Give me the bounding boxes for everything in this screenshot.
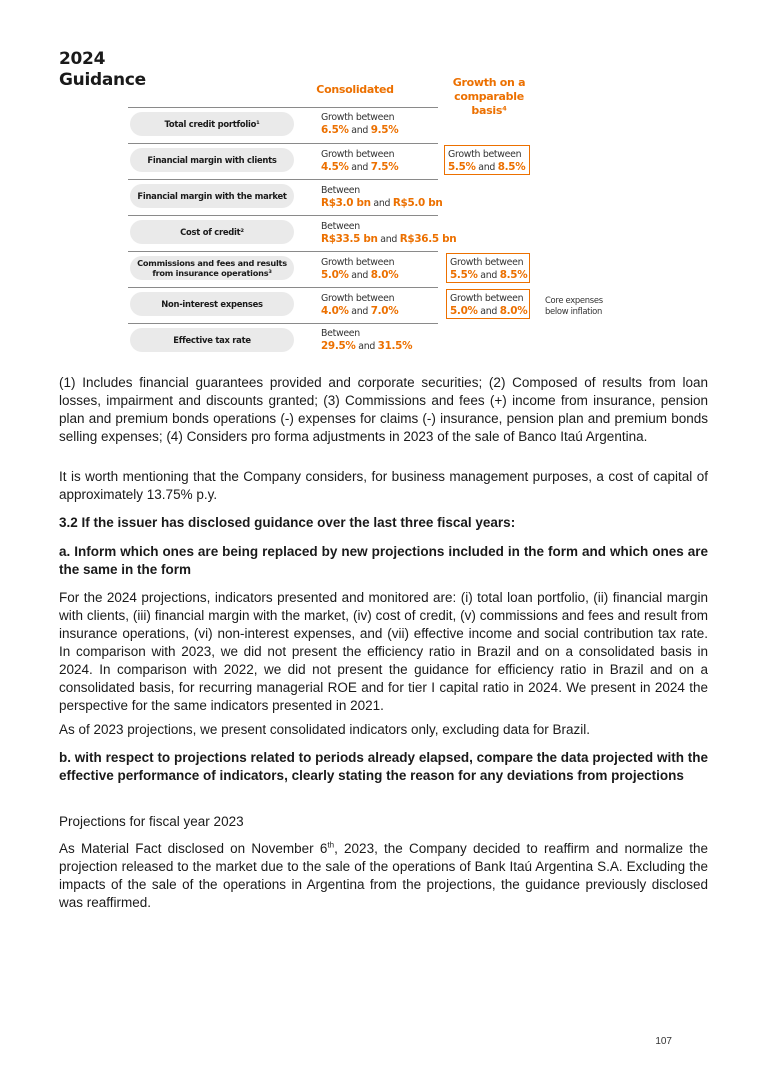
- value-and: and: [477, 306, 500, 317]
- material-text-end: , 2023, the Company decided to reaffirm and normalize the projection released to the market due to the sale of the operations of Bank Itaú Argentina S.A. Excluding the impacts of the sale of the operations in Argentina from the projections, the guidance previously disclosed was reaffirmed.: [59, 841, 708, 910]
- column-header-consolidated: Consolidated: [316, 83, 394, 96]
- row-label-pill: Total credit portfolio¹: [130, 112, 294, 136]
- note-line1: Core expenses: [545, 295, 603, 305]
- cost-of-capital-paragraph: It is worth mentioning that the Company considers, for business management purposes, a cost of capital of approximately 13.75% p.y.: [59, 469, 708, 502]
- value-high: 7.0%: [370, 305, 399, 317]
- value-high: 7.5%: [370, 161, 399, 173]
- value-high: 8.0%: [499, 305, 528, 317]
- row-divider: [128, 323, 438, 324]
- projections-2023-note: As of 2023 projections, we present consolidated indicators only, excluding data for Brazil.: [59, 722, 591, 737]
- value-and: and: [377, 234, 400, 245]
- value-low: 5.0%: [321, 269, 349, 281]
- consolidated-value-commissions: [321, 256, 398, 282]
- comparable-box-non-interest: [446, 289, 530, 319]
- comparable-box-margin-clients: [444, 145, 530, 175]
- page-number: 107: [655, 1036, 672, 1047]
- footnotes-paragraph: (1) Includes financial guarantees provided and corporate securities; (2) Composed of results from loan losses, impairment and discounts granted; (3) Commissions and fees (+) income from insurance, pension plan and premium bonds operations (-) expenses for claims (-) insurance, pension plan and premium bonds selling expenses; (4) Considers pro forma adjustments in 2023 of the sale of Banco Itaú Argentina.: [59, 375, 708, 444]
- row-divider: [128, 107, 438, 108]
- row-label-pill: [130, 256, 294, 280]
- core-expenses-note: [545, 295, 603, 317]
- value-and: and: [475, 162, 498, 173]
- row-label-pill: Financial margin with clients: [130, 148, 294, 172]
- comparable-value-commissions: [450, 256, 526, 282]
- subheading-a: a. Inform which ones are being replaced by new projections included in the form and which ones are the same in the form: [59, 544, 708, 577]
- value-high: 9.5%: [370, 124, 399, 136]
- value-and: and: [348, 125, 371, 136]
- consolidated-value-tax-rate: [321, 327, 412, 353]
- row-label-pill: Effective tax rate: [130, 328, 294, 352]
- comparable-value-margin-clients: [448, 148, 526, 174]
- note-line2: below inflation: [545, 306, 603, 316]
- comparable-value-non-interest: [450, 292, 526, 318]
- value-high: 8.0%: [370, 269, 399, 281]
- value-low: R$3.0 bn: [321, 197, 371, 209]
- value-high: 31.5%: [377, 340, 413, 352]
- row-divider: [128, 143, 438, 144]
- column-header-comparable-line2: comparable basis⁴: [454, 90, 524, 117]
- projections-fiscal-2023-label: Projections for fiscal year 2023: [59, 814, 244, 829]
- consolidated-value-cost-credit: [321, 220, 456, 246]
- value-low: 6.5%: [321, 124, 349, 136]
- value-prefix: Growth between: [448, 149, 522, 160]
- value-prefix: Growth between: [450, 257, 524, 268]
- value-low: 4.0%: [321, 305, 349, 317]
- value-prefix: Growth between: [321, 149, 395, 160]
- value-high: R$36.5 bn: [399, 233, 457, 245]
- row-divider: [128, 179, 438, 180]
- comparable-box-commissions: [446, 253, 530, 283]
- consolidated-value-margin-market: [321, 184, 443, 210]
- row-label-line2: from insurance operations³: [152, 268, 272, 278]
- value-prefix: Between: [321, 328, 360, 339]
- value-low: 29.5%: [321, 340, 356, 352]
- value-high: 8.5%: [497, 161, 526, 173]
- value-and: and: [348, 306, 371, 317]
- consolidated-value-margin-clients: [321, 148, 398, 174]
- subheading-b: b. with respect to projections related to periods already elapsed, compare the data projected with the effective performance of indicators, clearly stating the reason for any deviations from projections: [59, 750, 708, 783]
- guidance-title-year: 2024: [59, 49, 106, 69]
- consolidated-value-total-credit: [321, 111, 398, 137]
- column-header-comparable: [436, 76, 542, 118]
- row-divider: [128, 251, 438, 252]
- value-and: and: [477, 270, 500, 281]
- row-label-line1: Commissions and fees and results: [137, 258, 287, 268]
- row-divider: [128, 287, 438, 288]
- value-prefix: Growth between: [321, 293, 395, 304]
- value-prefix: Growth between: [450, 293, 524, 304]
- material-text-superscript: th: [327, 840, 335, 850]
- value-and: and: [355, 341, 378, 352]
- value-prefix: Between: [321, 185, 360, 196]
- material-text-start: As Material Fact disclosed on November 6: [59, 841, 328, 856]
- consolidated-value-non-interest: [321, 292, 398, 318]
- row-divider: [128, 215, 438, 216]
- value-low: 5.5%: [448, 161, 476, 173]
- value-prefix: Growth between: [321, 112, 395, 123]
- value-high: R$5.0 bn: [392, 197, 443, 209]
- material-fact-paragraph: [59, 840, 708, 912]
- value-high: 8.5%: [499, 269, 528, 281]
- column-header-comparable-line1: Growth on a: [452, 76, 526, 89]
- value-low: 5.5%: [450, 269, 478, 281]
- value-and: and: [370, 198, 393, 209]
- projections-2024-paragraph: For the 2024 projections, indicators presented and monitored are: (i) total loan portfolio, (ii) financial margin with clients, (iii) financial margin with the market, (iv) cost of credit, (v) commissions and fees and result from insurance operations, (vi) non-interest expenses, and (vii) effective income and social contribution tax rate. In comparison with 2023, we did not present the efficiency ratio in Brazil and on a consolidated basis in 2024. In comparison with 2022, we did not present the guidance for efficiency ratio in Brazil and on a consolidated basis, for recurring managerial ROE and for tier I capital ratio in 2024. We present in 2024 the perspective for the same indicators presented in 2021.: [59, 590, 708, 713]
- value-prefix: Between: [321, 221, 360, 232]
- guidance-title-word: Guidance: [59, 70, 146, 90]
- value-low: R$33.5 bn: [321, 233, 378, 245]
- guidance-title: [59, 49, 146, 91]
- value-and: and: [348, 270, 371, 281]
- value-low: 5.0%: [450, 305, 478, 317]
- value-prefix: Growth between: [321, 257, 395, 268]
- value-low: 4.5%: [321, 161, 349, 173]
- row-label-pill: Cost of credit²: [130, 220, 294, 244]
- row-label-pill: Financial margin with the market: [130, 184, 294, 208]
- value-and: and: [348, 162, 371, 173]
- row-label-pill: Non-interest expenses: [130, 292, 294, 316]
- section-heading-3-2: 3.2 If the issuer has disclosed guidance over the last three fiscal years:: [59, 515, 516, 530]
